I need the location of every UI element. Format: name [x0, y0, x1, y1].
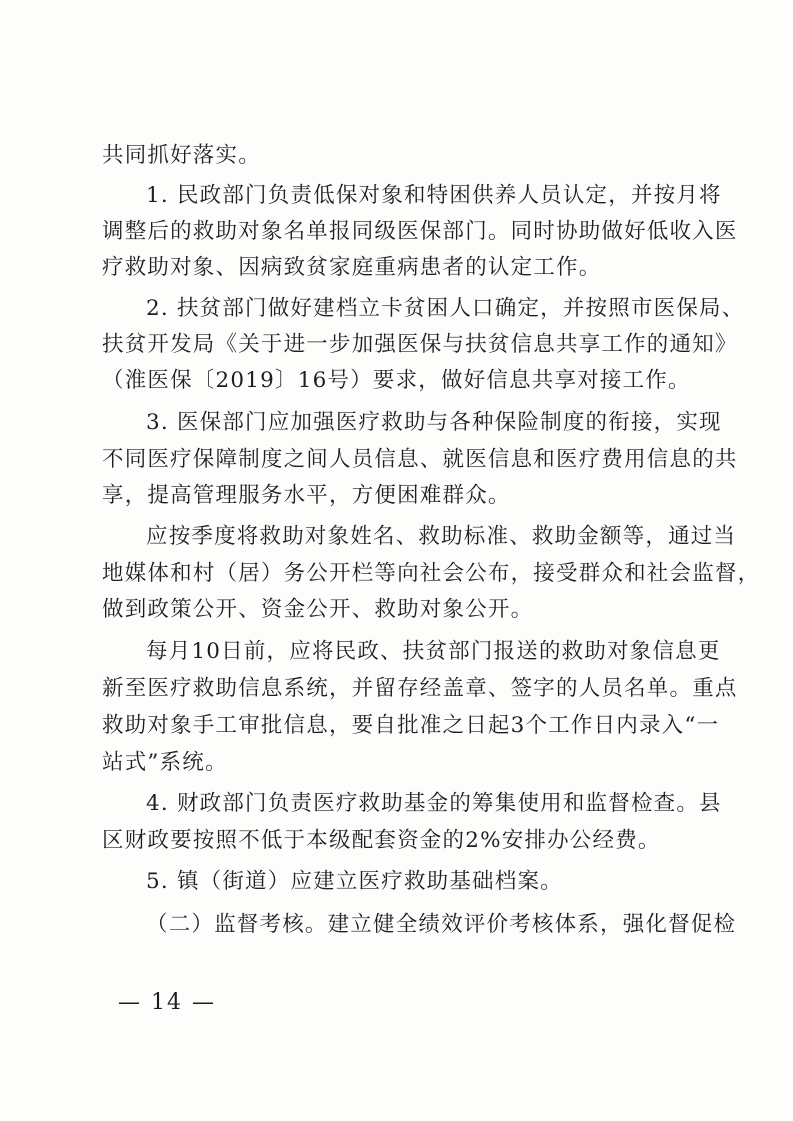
body-text-line: 享，提高管理服务水平，方便困难群众。: [102, 483, 511, 508]
body-text-line: 不同医疗保障制度之间人员信息、就医信息和医疗费用信息的共: [102, 447, 738, 472]
body-text-line: 1. 民政部门负责低保对象和特困供养人员认定，并按月将: [146, 183, 722, 208]
body-text-line: 4. 财政部门负责医疗救助基金的筹集使用和监督检查。县: [146, 791, 722, 816]
body-text-line: 地媒体和村（居）务公开栏等向社会公布，接受群众和社会监督，: [102, 561, 761, 586]
body-text-line: 每月10日前，应将民政、扶贫部门报送的救助对象信息更: [146, 639, 721, 664]
page-number: — 14 —: [118, 990, 216, 1015]
body-text-line: 应按季度将救助对象姓名、救助标准、救助金额等，通过当: [146, 524, 737, 549]
body-text-line: 新至医疗救助信息系统，并留存经盖章、签字的人员名单。重点: [102, 676, 738, 701]
body-text-line: 疗救助对象、因病致贫家庭重病患者的认定工作。: [102, 255, 602, 280]
body-text-line: 站式”系统。: [102, 750, 228, 775]
section-heading-line: （二）监督考核。建立健全绩效评价考核体系，强化督促检: [146, 912, 737, 937]
body-text-line: 共同抓好落实。: [102, 143, 261, 168]
body-text-line: 救助对象手工审批信息，要自批准之日起3个工作日内录入“一: [102, 713, 720, 738]
body-text-line: 5. 镇（街道）应建立医疗救助基础档案。: [146, 869, 563, 894]
body-text-line: 调整后的救助对象名单报同级医保部门。同时协助做好低收入医: [102, 219, 738, 244]
body-text-line: 区财政要按照不低于本级配套资金的2%安排办公经费。: [102, 828, 661, 853]
body-text-line: （淮医保〔2019〕16号）要求，做好信息共享对接工作。: [102, 368, 691, 393]
body-text-line: 做到政策公开、资金公开、救助对象公开。: [102, 597, 534, 622]
body-text-line: 2. 扶贫部门做好建档立卡贫困人口确定，并按照市医保局、: [146, 296, 745, 321]
body-text-line: 3. 医保部门应加强医疗救助与各种保险制度的衔接，实现: [146, 410, 722, 435]
body-text-line: 扶贫开发局《关于进一步加强医保与扶贫信息共享工作的通知》: [102, 332, 738, 357]
